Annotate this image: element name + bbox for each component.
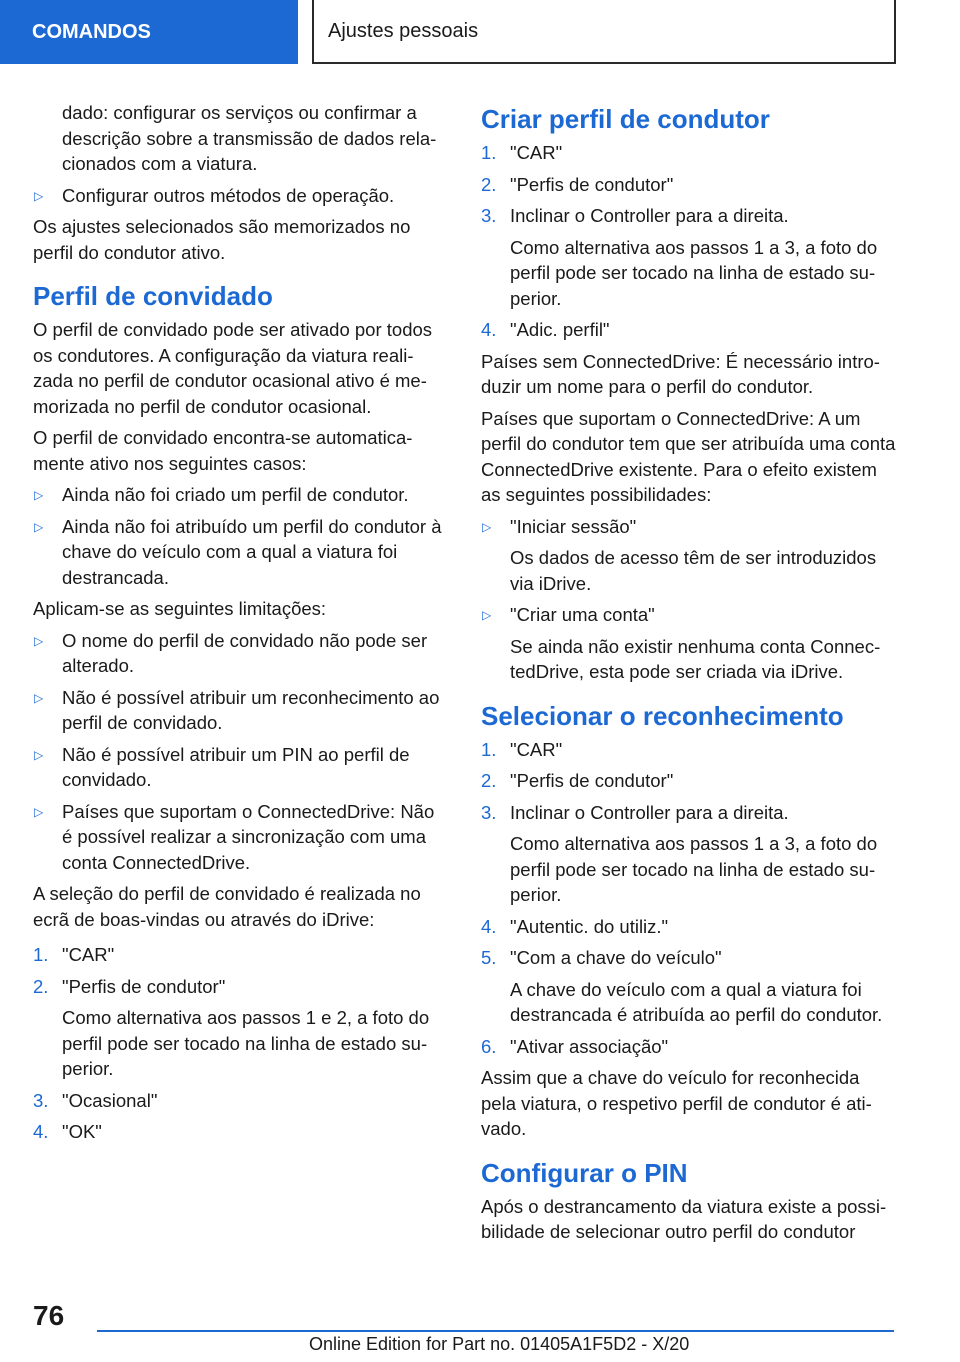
list-item — [33, 799, 448, 876]
list-item-text: Ainda não foi criado um perfil de condutor. — [62, 484, 409, 505]
triangle-right-icon: ▷ — [482, 608, 492, 622]
list-item-text: "Criar uma conta" — [510, 604, 655, 625]
step-item — [481, 1034, 897, 1060]
heading-select-recognition: Selecionar o reconhecimento — [481, 700, 844, 731]
step-item — [481, 945, 897, 1028]
numbered-list — [33, 942, 448, 1145]
list-item — [33, 514, 448, 591]
step-text: "Perfis de condutor" — [510, 770, 674, 791]
list-item-detail: Os dados de acesso têm de ser introduzidos via iDrive. — [510, 547, 877, 594]
list-item — [481, 602, 897, 685]
step-text: Inclinar o Controller para a direita. — [510, 801, 789, 823]
step-number: 2. — [481, 173, 497, 195]
step-text: "CAR" — [62, 944, 115, 965]
triangle-right-icon: ▷ — [482, 519, 492, 534]
step-item — [33, 974, 448, 1082]
step-item — [481, 800, 897, 908]
triangle-right-icon: ▷ — [34, 188, 44, 203]
list-item — [33, 628, 448, 679]
list-item-text: "Iniciar sessão" — [510, 515, 637, 537]
step-number: 2. — [33, 975, 49, 997]
step-text: "Ativar associação" — [510, 1035, 669, 1057]
step-text: "Ocasional" — [62, 1089, 158, 1111]
paragraph: Países que suportam o ConnectedDrive: A um perfil do condutor tem que ser atribuída uma conta ConnectedDrive existente. Para o efeito existem as seguintes possibilidades: — [481, 407, 896, 505]
list-item — [481, 514, 897, 597]
step-text: Inclinar o Controller para a direita. — [510, 205, 789, 226]
paragraph: Aplicam-se as seguintes limitações: — [33, 598, 327, 619]
list-item — [33, 685, 448, 736]
step-number: 1. — [481, 142, 497, 163]
step-item — [481, 140, 897, 166]
step-number: 3. — [33, 1089, 49, 1111]
step-text: "Perfis de condutor" — [62, 975, 226, 997]
paragraph: Assim que a chave do veículo for reconhecida pela viatura, o respetivo perfil de condutor é ati‐vado. — [481, 1067, 872, 1139]
step-text: "Perfis de condutor" — [510, 173, 674, 195]
step-text: "Adic. perfil" — [510, 319, 610, 340]
step-number: 4. — [481, 915, 497, 937]
step-text: "Com a chave do veículo" — [510, 947, 722, 968]
list-item — [33, 742, 448, 793]
step-number: 4. — [33, 1121, 49, 1142]
step-number: 6. — [481, 1035, 497, 1057]
step-number: 2. — [481, 770, 497, 791]
paragraph: Após o destrancamento da viatura existe a possi‐bilidade de selecionar outro perfil do condutor — [481, 1195, 887, 1242]
step-number: 5. — [481, 947, 497, 968]
footer-divider — [97, 1330, 894, 1332]
paragraph: O perfil de convidado encontra-se automatica‐mente ativo nos seguintes casos: — [33, 427, 413, 474]
triangle-right-icon: ▷ — [34, 488, 44, 502]
list-item: ▷ Configurar outros métodos de operação. — [33, 183, 448, 209]
step-item — [481, 768, 897, 794]
numbered-list — [481, 140, 897, 343]
paragraph: A seleção do perfil de convidado é realizada no ecrã de boas-vindas ou através do iDrive: — [33, 883, 421, 930]
step-item — [481, 203, 897, 311]
step-detail: Como alternativa aos passos 1 e 2, a foto do perfil pode ser tocado na linha de estado su‐perior. — [62, 1007, 430, 1079]
list-item-detail: Se ainda não existir nenhuma conta Connec‐tedDrive, esta pode ser criada via iDrive. — [510, 635, 881, 682]
list-item-text: Ainda não foi atribuído um perfil do condutor à chave do veículo com a qual a viatura foi destrancada. — [62, 515, 442, 588]
page-header-title: Ajustes pessoais — [312, 0, 896, 64]
triangle-right-icon: ▷ — [34, 633, 44, 648]
bullet-list — [481, 514, 897, 685]
paragraph: Países sem ConnectedDrive: É necessário intro‐duzir um nome para o perfil do condutor. — [481, 350, 880, 397]
right-column — [481, 100, 897, 1251]
page-number: 76 — [33, 1300, 65, 1331]
paragraph: Os ajustes selecionados são memorizados no perfil do condutor ativo. — [33, 216, 411, 263]
step-number: 3. — [481, 205, 497, 226]
triangle-right-icon: ▷ — [34, 690, 44, 705]
step-item — [33, 1088, 448, 1114]
step-item — [481, 737, 897, 763]
continued-text: dado: configurar os serviços ou confirmar a descrição sobre a transmissão de dados rela‐cionados com a viatura. — [62, 102, 437, 174]
step-item — [33, 1119, 448, 1145]
left-column — [33, 100, 448, 1151]
triangle-right-icon: ▷ — [34, 519, 44, 534]
step-number: 4. — [481, 319, 497, 340]
paragraph: O perfil de convidado pode ser ativado por todos os condutores. A configuração da viatura reali‐zada no perfil de condutor ocasional ativo é me‐morizada no perfil de condutor ocasional. — [33, 319, 433, 417]
bullet-list — [33, 628, 448, 876]
heading-configure-pin: Configurar o PIN — [481, 1157, 688, 1188]
step-text: "CAR" — [510, 142, 563, 163]
list-item-text: Não é possível atribuir um reconhecimento ao perfil de convidado. — [62, 686, 440, 733]
triangle-right-icon: ▷ — [34, 804, 44, 819]
step-detail: Como alternativa aos passos 1 a 3, a foto do perfil pode ser tocado na linha de estado su‐perior. — [510, 833, 878, 905]
footer-edition: Online Edition for Part no. 01405A1F5D2 - X/20 — [309, 1334, 690, 1354]
step-text: "Autentic. do utiliz." — [510, 915, 669, 937]
heading-guest-profile: Perfil de convidado — [33, 281, 273, 311]
heading-create-profile: Criar perfil de condutor — [481, 104, 770, 134]
step-detail: A chave do veículo com a qual a viatura foi destrancada é atribuída ao perfil do condutor. — [510, 978, 883, 1025]
bullet-list — [33, 482, 448, 590]
triangle-right-icon: ▷ — [34, 747, 44, 762]
step-detail: Como alternativa aos passos 1 a 3, a foto do perfil pode ser tocado na linha de estado su‐perior. — [510, 236, 878, 309]
step-item — [33, 942, 448, 968]
numbered-list — [481, 737, 897, 1060]
step-number: 1. — [481, 738, 497, 760]
list-item — [33, 482, 448, 508]
step-item — [481, 172, 897, 198]
step-text: "OK" — [62, 1121, 102, 1142]
list-item-text: O nome do perfil de convidado não pode ser alterado. — [62, 629, 428, 676]
step-text: "CAR" — [510, 738, 563, 760]
list-item-text: Países que suportam o ConnectedDrive: Não é possível realizar a sincronização com uma conta ConnectedDrive. — [62, 800, 435, 873]
list-item-text: Não é possível atribuir um PIN ao perfil de convidado. — [62, 743, 410, 790]
step-number: 3. — [481, 801, 497, 823]
step-item — [481, 914, 897, 940]
section-tab: COMANDOS — [0, 0, 298, 64]
step-number: 1. — [33, 944, 49, 965]
step-item — [481, 317, 897, 343]
